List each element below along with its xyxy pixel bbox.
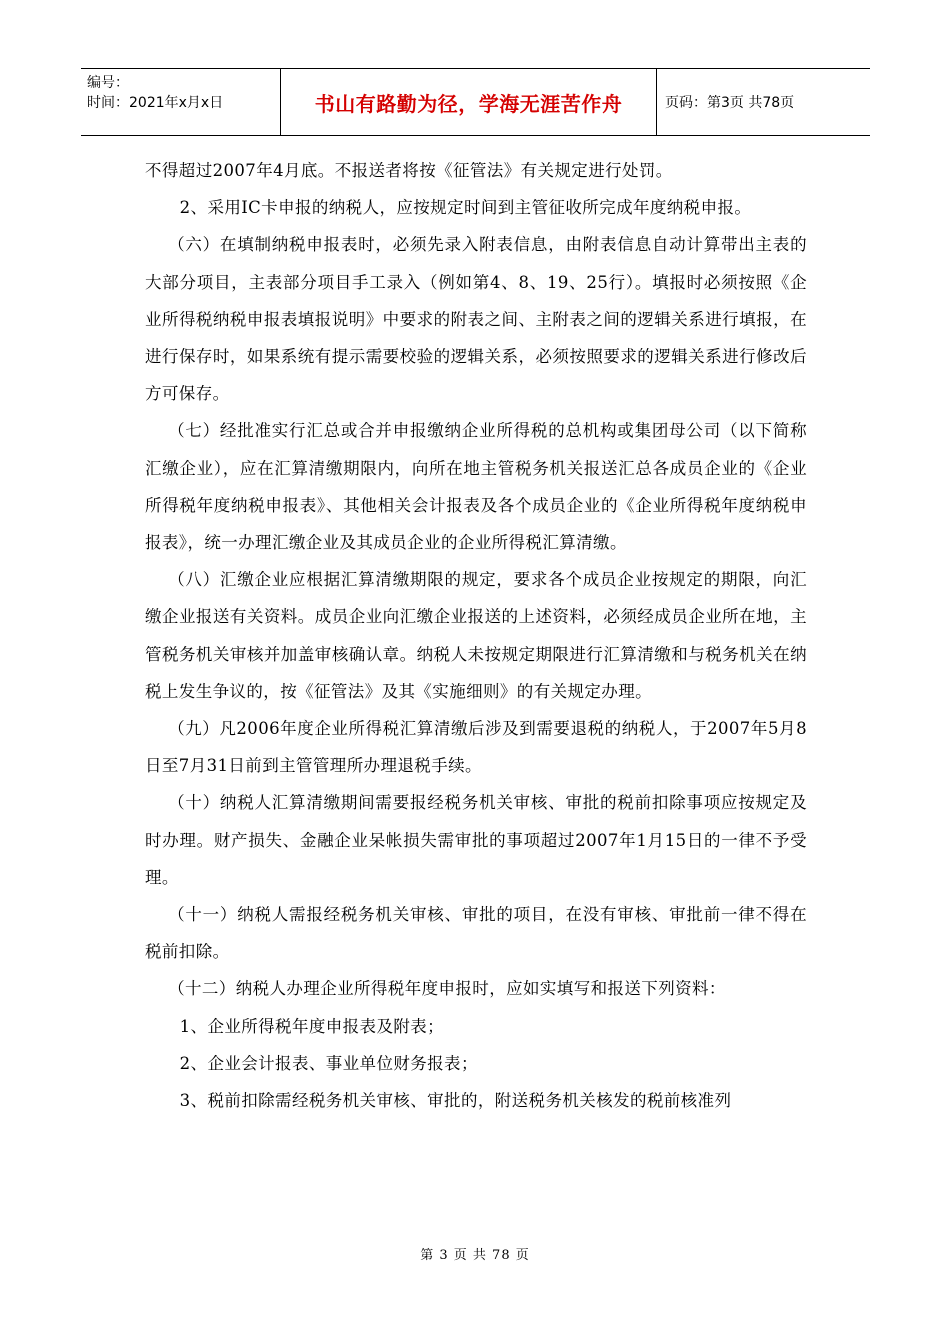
body-paragraph: （十一）纳税人需报经税务机关审核、审批的项目，在没有审核、审批前一律不得在税前扣除。 xyxy=(145,905,807,962)
document-number-label: 编号： xyxy=(87,75,129,91)
body-paragraph: 不得超过2007年4月底。不报送者将按《征管法》有关规定进行处罚。 xyxy=(145,161,673,180)
document-body xyxy=(145,152,807,1119)
body-paragraph: 3、税前扣除需经税务机关审核、审批的，附送税务机关核发的税前核准列 xyxy=(179,1091,732,1111)
body-paragraph: （六）在填制纳税申报表时，必须先录入附表信息，由附表信息自动计算带出主表的大部分项目，主表部分项目手工录入（例如第4、8、19、25行）。填报时必须按照《企业所得税纳税申报表填报说明》中要求的附表之间、主附表之间的逻辑关系进行填报，在进行保存时，如果系统有提示需要校验的逻辑关系，必须按照要求的逻辑关系进行修改后方可保存。 xyxy=(145,235,807,404)
body-paragraph: （七）经批准实行汇总或合并申报缴纳企业所得税的总机构或集团母公司（以下简称汇缴企业），应在汇算清缴期限内，向所在地主管税务机关报送汇总各成员企业的《企业所得税年度纳税申报表》、其他相关会计报表及各个成员企业的《企业所得税年度纳税申报表》，统一办理汇缴企业及其成员企业的企业所得税汇算清缴。 xyxy=(145,421,807,553)
document-date-label: 时间：2021年x月x日 xyxy=(87,95,224,111)
header-meta-cell xyxy=(81,69,281,135)
body-paragraph: （十）纳税人汇算清缴期间需要报经税务机关审核、审批的税前扣除事项应按规定及时办理。财产损失、金融企业呆帐损失需审批的事项超过2007年1月15日的一律不予受理。 xyxy=(145,793,807,887)
header-motto: 书山有路勤为径，学海无涯苦作舟 xyxy=(281,69,657,135)
body-paragraph: （九）凡2006年度企业所得税汇算清缴后涉及到需要退税的纳税人，于2007年5月8日至7月31日前到主管管理所办理退税手续。 xyxy=(145,719,807,776)
body-paragraph: 2、企业会计报表、事业单位财务报表； xyxy=(179,1053,478,1073)
page-footer: 第 3 页 共 78 页 xyxy=(420,1248,530,1263)
body-paragraph: （十二）纳税人办理企业所得税年度申报时，应如实填写和报送下列资料： xyxy=(168,979,726,999)
header-page-info: 页码：第3页 共78页 xyxy=(665,95,795,111)
page-header xyxy=(81,68,870,136)
body-paragraph: （八）汇缴企业应根据汇算清缴期限的规定，要求各个成员企业按规定的期限，向汇缴企业报送有关资料。成员企业向汇缴企业报送的上述资料，必须经成员企业所在地，主管税务机关审核并加盖审核确认章。纳税人未按规定期限进行汇算清缴和与税务机关在纳税上发生争议的，按《征管法》及其《实施细则》的有关规定办理。 xyxy=(145,570,807,701)
body-paragraph: 1、企业所得税年度申报表及附表； xyxy=(179,1016,445,1036)
body-paragraph: 2、采用IC卡申报的纳税人，应按规定时间到主管征收所完成年度纳税申报。 xyxy=(179,198,752,218)
